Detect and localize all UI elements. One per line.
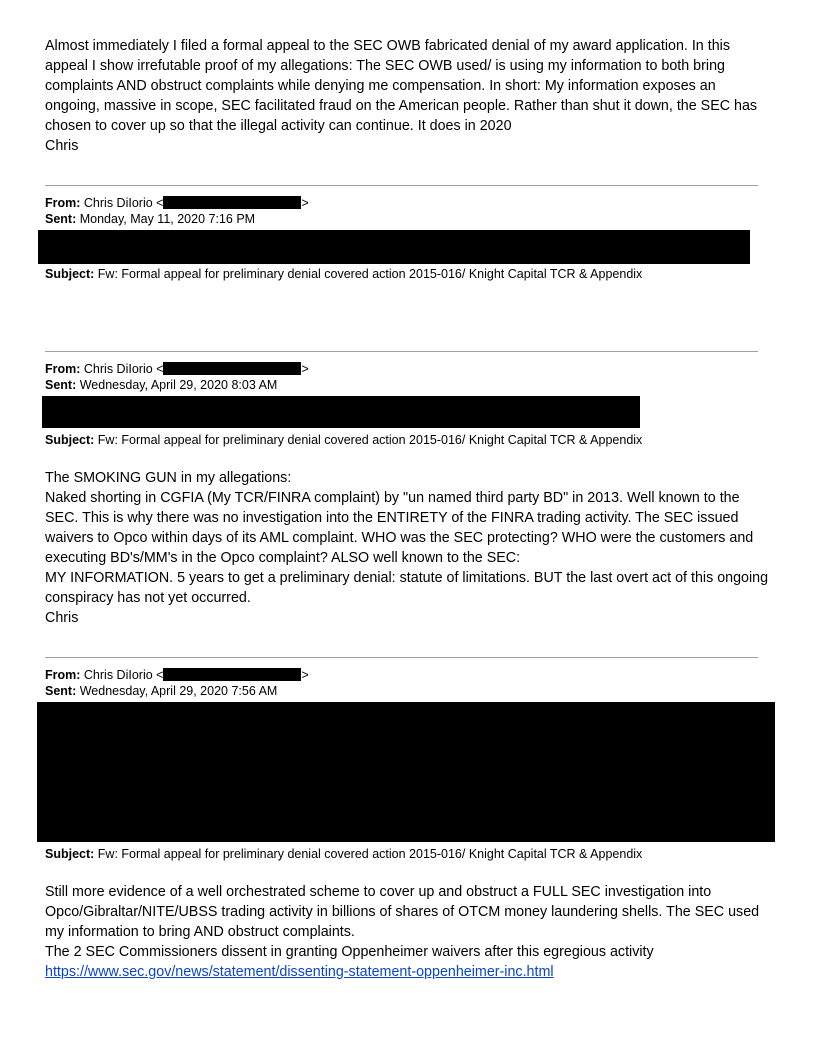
intro-text: Almost immediately I filed a formal appeal to the SEC OWB fabricated denial of my award application. In this appeal I show irrefutable proof of my allegations: The SEC OWB used/ is using my information to both bring complaints AND obstruct complaints while denying me compensation. In short: My information exposes an ongoing, massive in scope, SEC facilitated fraud on the American people. Rather than shut it down, the SEC has chosen to cover up so that the illegal activity can continue. It does in 2020 bbox=[45, 38, 758, 134]
redaction-box bbox=[38, 230, 750, 264]
email-sent-line: Sent: Wednesday, April 29, 2020 7:56 AM bbox=[45, 684, 278, 698]
redaction-box bbox=[163, 196, 301, 209]
email-from-line: From: Chris DiIorio < > bbox=[45, 362, 309, 376]
body-line: The SMOKING GUN in my allegations: bbox=[45, 470, 292, 486]
email-sent-line: Sent: Wednesday, April 29, 2020 8:03 AM bbox=[45, 378, 278, 392]
email-subject-line: Subject: Fw: Formal appeal for preliminary denial covered action 2015-016/ Knight Capital TCR & Appendix bbox=[45, 847, 643, 861]
intro-signature: Chris bbox=[45, 138, 79, 154]
body-paragraph bbox=[45, 468, 770, 628]
redaction-box bbox=[163, 668, 301, 681]
dissent-statement-link[interactable]: https://www.sec.gov/news/statement/dissenting-statement-oppenheimer-inc.html bbox=[45, 964, 554, 980]
email-subject-line: Subject: Fw: Formal appeal for preliminary denial covered action 2015-016/ Knight Capital TCR & Appendix bbox=[45, 433, 643, 447]
intro-paragraph bbox=[45, 36, 770, 156]
redaction-box bbox=[37, 702, 775, 842]
body-text: Still more evidence of a well orchestrated scheme to cover up and obstruct a FULL SEC investigation into Opco/Gibraltar/NITE/UBSS trading activity in billions of shares of OTCM money laundering shells. The SEC used my information to bring AND obstruct complaints. bbox=[45, 884, 760, 940]
body-text: Naked shorting in CGFIA (My TCR/FINRA complaint) by "un named third party BD" in 2013. Well known to the SEC. This is why there was no investigation into the ENTIRETY of the FINRA trading activity. The SEC issued waivers to Opco within days of its AML complaint. WHO was the SEC protecting? WHO were the customers and executing BD's/MM's in the Opco complaint? ALSO well known to the SEC: bbox=[45, 490, 754, 566]
email-from-line: From: Chris DiIorio < > bbox=[45, 196, 309, 210]
body-text: The 2 SEC Commissioners dissent in granting Oppenheimer waivers after this egregious activity bbox=[45, 944, 654, 960]
divider bbox=[45, 185, 758, 186]
body-text: MY INFORMATION. 5 years to get a preliminary denial: statute of limitations. BUT the last overt act of this ongoing conspiracy has not yet occurred. bbox=[45, 570, 769, 606]
divider bbox=[45, 657, 758, 658]
body-signature: Chris bbox=[45, 610, 79, 626]
email-from-line: From: Chris DiIorio < > bbox=[45, 668, 309, 682]
body-paragraph bbox=[45, 882, 770, 982]
redaction-box bbox=[163, 362, 301, 375]
email-subject-line: Subject: Fw: Formal appeal for preliminary denial covered action 2015-016/ Knight Capital TCR & Appendix bbox=[45, 267, 643, 281]
redaction-box bbox=[42, 396, 640, 428]
email-sent-line: Sent: Monday, May 11, 2020 7:16 PM bbox=[45, 212, 256, 226]
divider bbox=[45, 351, 758, 352]
